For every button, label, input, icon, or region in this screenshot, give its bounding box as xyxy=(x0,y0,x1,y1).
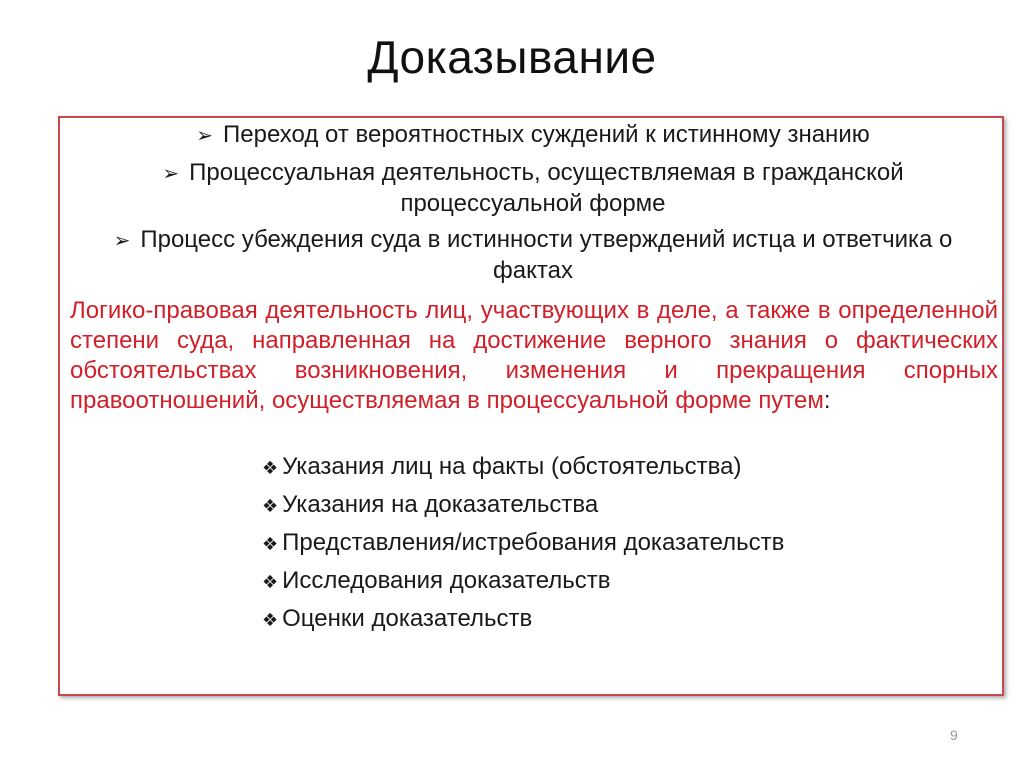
arrow-bullet-icon: ➢ xyxy=(196,125,214,147)
diamond-bullet-icon: ❖ xyxy=(262,572,279,592)
method-item xyxy=(262,566,784,597)
bullet-list xyxy=(60,120,1006,292)
bullet-item xyxy=(60,225,1006,285)
slide-title: Доказывание xyxy=(367,31,657,83)
method-text: Оценки доказательств xyxy=(282,605,533,632)
method-list xyxy=(262,452,784,642)
bullet-item xyxy=(60,120,1006,151)
bullet-item xyxy=(60,158,1006,218)
bullet-text: Процесс убеждения суда в истинности утверждений истца и ответчика о фактах xyxy=(140,226,953,284)
method-text: Указания лиц на факты (обстоятельства) xyxy=(282,453,742,480)
method-item xyxy=(262,604,784,635)
method-item xyxy=(262,452,784,483)
diamond-bullet-icon: ❖ xyxy=(262,534,279,554)
diamond-bullet-icon: ❖ xyxy=(262,610,279,630)
bullet-text: Переход от вероятностных суждений к истинному знанию xyxy=(223,121,870,148)
method-text: Представления/истребования доказательств xyxy=(282,529,785,556)
arrow-bullet-icon: ➢ xyxy=(162,163,180,185)
diamond-bullet-icon: ❖ xyxy=(262,496,279,516)
definition-colon: : xyxy=(823,387,831,414)
definition-text: Логико-правовая деятельность лиц, участвующих в деле, а также в определенной степени суда, направленная на достижение верного знания о фактических обстоятельствах возникновения, изменения и прекращения спорных правоотношений, осуществляемая в процессуальной форме путем xyxy=(70,297,998,414)
bullet-text: Процессуальная деятельность, осуществляемая в гражданской процессуальной форме xyxy=(189,159,904,217)
arrow-bullet-icon: ➢ xyxy=(113,230,131,252)
page-number: 9 xyxy=(950,727,958,743)
method-item xyxy=(262,528,784,559)
diamond-bullet-icon: ❖ xyxy=(262,458,279,478)
definition-paragraph xyxy=(70,296,998,416)
method-text: Исследования доказательств xyxy=(282,567,611,594)
method-item xyxy=(262,490,784,521)
content-box xyxy=(58,116,1004,696)
method-text: Указания на доказательства xyxy=(282,491,599,518)
